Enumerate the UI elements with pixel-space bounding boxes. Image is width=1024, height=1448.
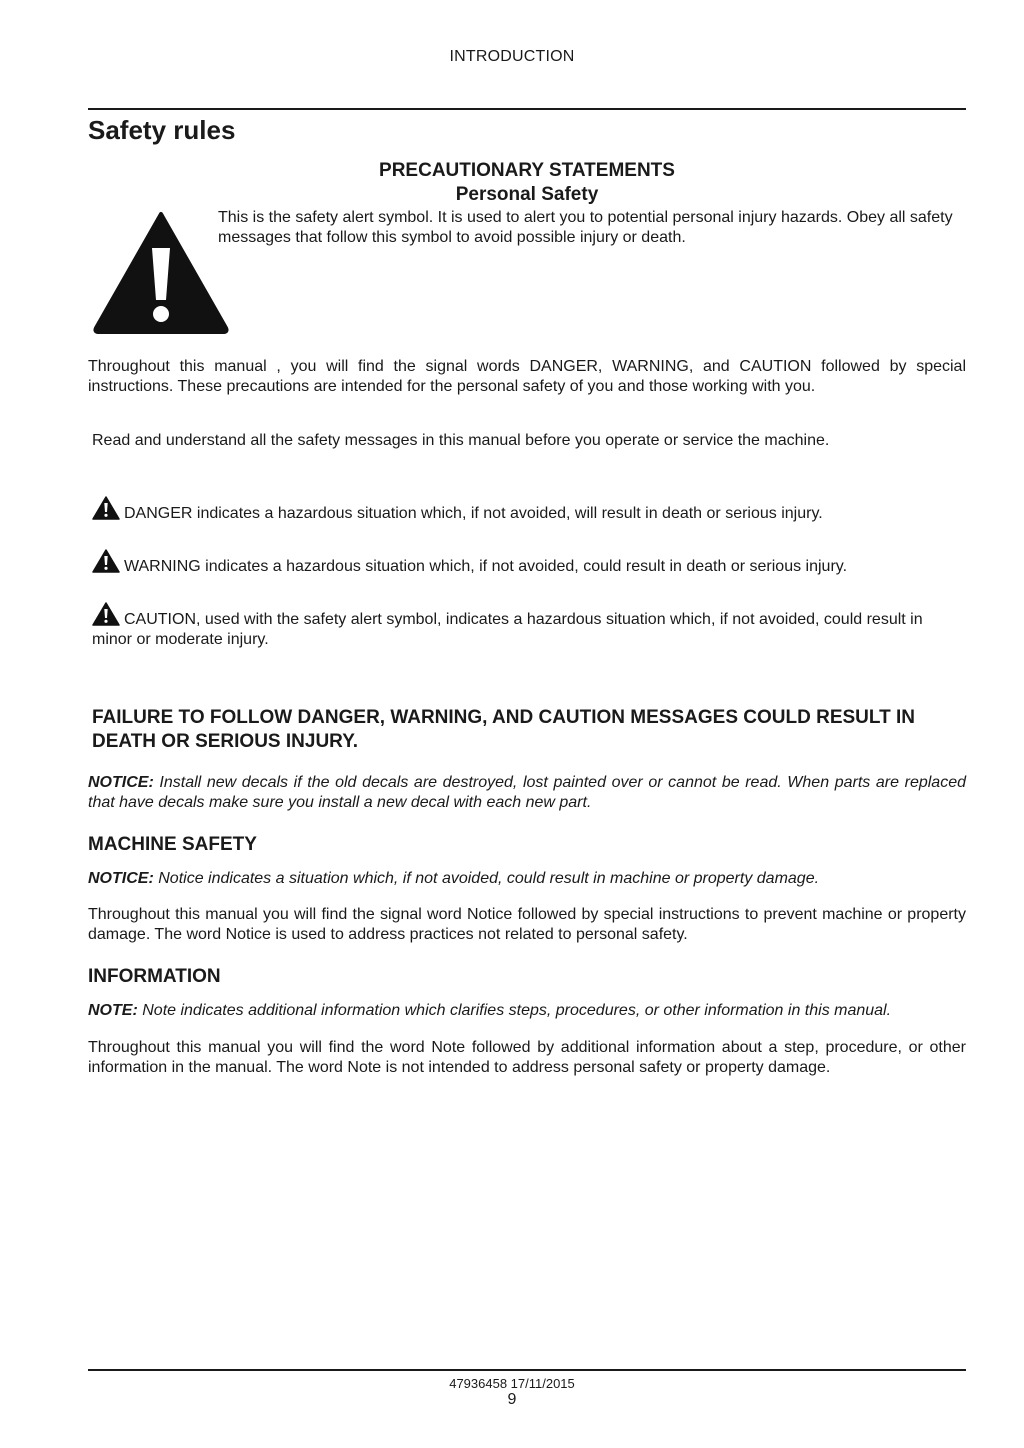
top-divider <box>88 108 966 110</box>
caution-alert-icon <box>92 602 120 626</box>
failure-warning-heading: FAILURE TO FOLLOW DANGER, WARNING, AND CAUTION MESSAGES COULD RESULT IN DEATH OR SERIOUS INJURY. <box>92 707 915 752</box>
safety-alert-icon <box>92 210 230 334</box>
information-note <box>88 1001 966 1021</box>
warning-statement <box>92 549 952 577</box>
information-paragraph: Throughout this manual you will find the word Note followed by additional information about a step, procedure, or other information in the manual. The word Note is not intended to address personal safety or property damage. <box>88 1039 966 1076</box>
decal-notice-text: Install new decals if the old decals are destroyed, lost painted over or cannot be read. When parts are replaced that have decals make sure you install a new decal with each new part. <box>88 774 967 811</box>
information-note-text: Note indicates additional information which clarifies steps, procedures, or other information in this manual. <box>142 1002 892 1019</box>
danger-text: DANGER indicates a hazardous situation which, if not avoided, will result in death or serious injury. <box>124 505 823 522</box>
information-heading: INFORMATION <box>88 966 221 987</box>
machine-safety-paragraph: Throughout this manual you will find the signal word Notice followed by special instructions to prevent machine or property damage. The word Notice is used to address practices not related to personal safety. <box>88 906 966 943</box>
personal-safety-heading: Personal Safety <box>455 184 599 205</box>
danger-alert-icon <box>92 496 120 520</box>
section-title: Safety rules <box>88 115 236 145</box>
decal-notice <box>88 773 966 813</box>
document-id: 47936458 17/11/2015 <box>449 1376 575 1391</box>
read-understand-paragraph: Read and understand all the safety messages in this manual before you operate or service the machine. <box>92 432 830 449</box>
machine-safety-heading: MACHINE SAFETY <box>88 834 257 855</box>
danger-statement <box>92 496 952 524</box>
machine-notice <box>88 869 966 889</box>
warning-alert-icon <box>92 549 120 573</box>
machine-notice-text: Notice indicates a situation which, if not avoided, could result in machine or property damage. <box>158 870 820 887</box>
bottom-divider <box>88 1369 966 1371</box>
information-note-label: NOTE: <box>88 1002 138 1019</box>
alert-symbol-description: This is the safety alert symbol. It is used to alert you to potential personal injury hazards. Obey all safety messages that follow this symbol to avoid possible injury or death. <box>218 209 953 246</box>
warning-text: WARNING indicates a hazardous situation which, if not avoided, could result in death or serious injury. <box>124 558 848 575</box>
page-number: 9 <box>507 1391 517 1408</box>
caution-text: CAUTION, used with the safety alert symbol, indicates a hazardous situation which, if not avoided, could result in minor or moderate injury. <box>92 611 923 648</box>
machine-notice-label: NOTICE: <box>88 870 154 887</box>
decal-notice-label: NOTICE: <box>88 774 154 791</box>
caution-statement <box>92 602 952 650</box>
page-header: INTRODUCTION <box>449 48 575 65</box>
signal-words-paragraph: Throughout this manual , you will find the signal words DANGER, WARNING, and CAUTION followed by special instructions. These precautions are intended for the personal safety of you and those working with you. <box>88 358 966 395</box>
precautionary-heading: PRECAUTIONARY STATEMENTS <box>379 160 675 181</box>
